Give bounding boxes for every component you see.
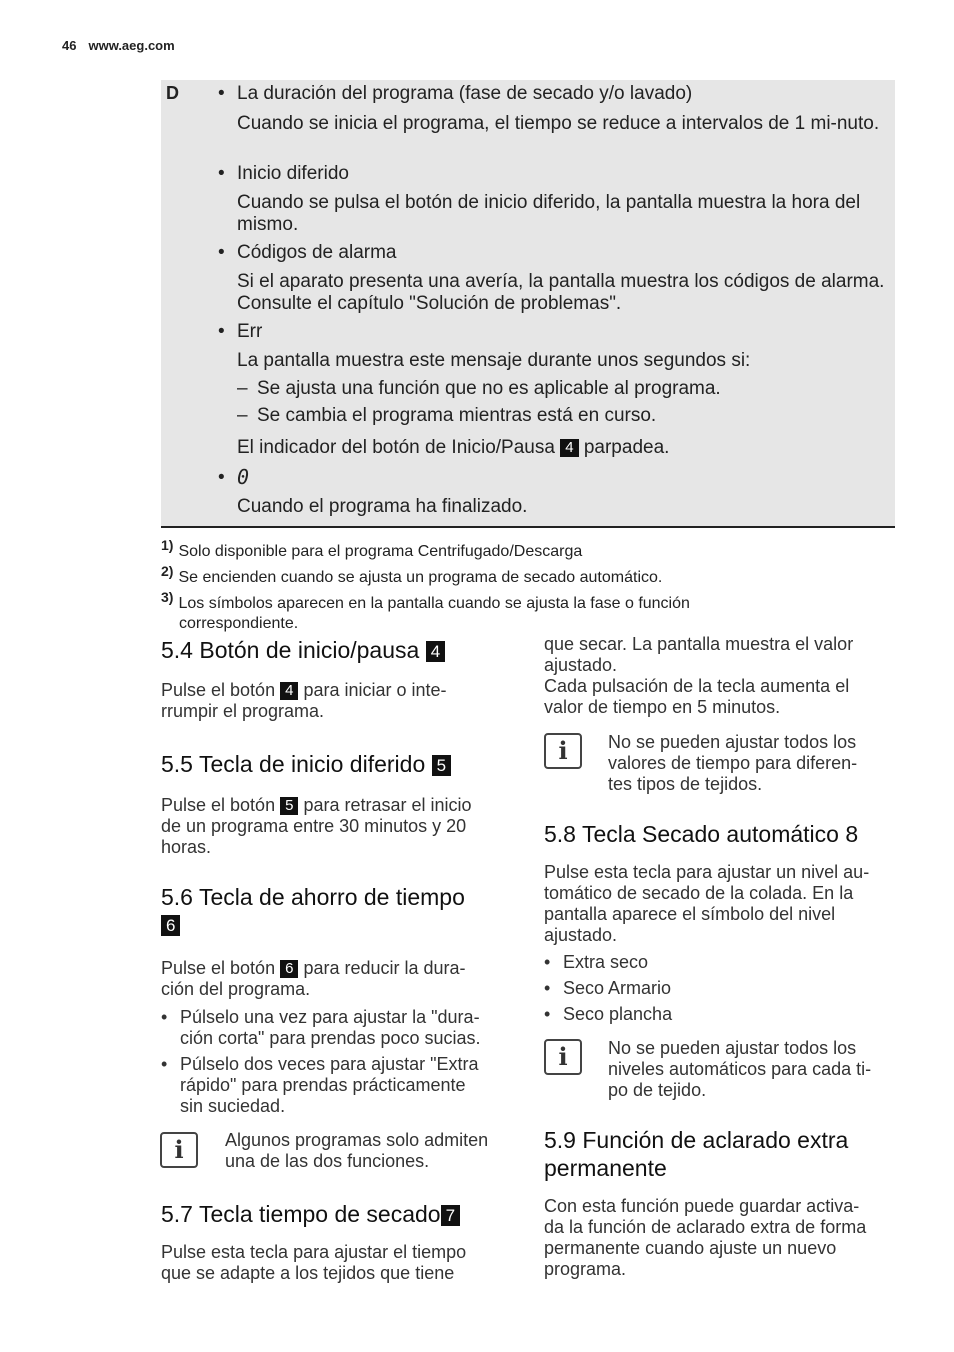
item-delay-desc: Cuando se pulsa el botón de inicio diferido, la pantalla muestra la hora del mismo. [237,192,861,235]
dash-icon: – [237,378,248,399]
button-number-badge: 4 [280,682,298,700]
button-number-badge: 4 [426,641,445,662]
dash-item: – Se cambia el programa mientras está en curso. [237,405,657,426]
page-number: 46 [62,38,77,53]
info-note: No se pueden ajustar todos los niveles automáticos para cada ti- po de tejido. [608,1038,872,1100]
section-5-8-text: Pulse esta tecla para ajustar un nivel au- tomático de secado de la colada. En la pantalla aparece el símbolo del nivel ajustado. [544,862,870,945]
section-5-9-text: Con esta función puede guardar activa- da la función de aclarado extra de forma permanente cuando ajuste un nuevo programa. [544,1196,867,1279]
page-header [62,38,175,53]
bullet-icon: • [218,83,225,104]
section-5-6-text: Pulse el botón 6 para reducir la dura- ción del programa. [161,958,466,999]
info-icon: i [160,1132,198,1168]
list-item: • Seco Armario [544,978,672,998]
button-number-badge: 7 [441,1205,460,1226]
table-key: D [166,83,179,103]
bullet-icon: • [161,1054,168,1074]
list-item: • Púlselo dos veces para ajustar "Extra rápido" para prendas prácticamente sin suciedad. [161,1054,479,1116]
item-alarm: Códigos de alarma [237,242,397,263]
list-item: • Púlselo una vez para ajustar la "dura- ción corta" para prendas poco sucias. [161,1007,481,1048]
bullet-icon: • [544,978,551,998]
section-5-4-title: 5.4 Botón de inicio/pausa 4 [161,636,445,664]
info-icon: i [544,733,582,769]
bullet-icon: • [544,1004,551,1024]
footnote: $^{2)}$ Se encienden cuando se ajusta un programa de secado automático. [161,563,663,586]
info-note: Algunos programas solo admiten una de las dos funciones. [225,1130,489,1171]
item-err-note: El indicador del botón de Inicio/Pausa 4 parpadea. [237,437,670,458]
bullet-icon: • [544,952,551,972]
button-number-badge: 6 [280,960,298,978]
item-duration-desc: Cuando se inicia el programa, el tiempo se reduce a intervalos de 1 mi-nuto. [237,113,880,134]
item-alarm-desc: Si el aparato presenta una avería, la pantalla muestra los códigos de alarma. Consulte el capítulo "Solución de problemas". [237,271,885,314]
section-5-6-title-badge [161,915,180,937]
section-5-5-title: 5.5 Tecla de inicio diferido 5 [161,750,451,778]
section-5-8-title: 5.8 Tecla Secado automático 8 [544,821,859,847]
dash-item: – Se ajusta una función que no es aplicable al programa. [237,378,721,399]
footnote: $^{1)}$ Solo disponible para el programa Centrifugado/Descarga [161,537,583,560]
list-item: • Extra seco [544,952,649,972]
bullet-icon: • [218,467,225,488]
footnote: $^{3)}$ Los símbolos aparecen en la pantalla cuando se ajusta la fase o función correspondiente. [161,589,690,632]
item-delay: Inicio diferido [237,163,349,184]
section-5-7-title: 5.7 Tecla tiempo de secado 7 [161,1200,460,1228]
dash-icon: – [237,405,248,426]
bullet-icon: • [218,242,225,263]
info-icon: i [544,1039,582,1075]
section-5-7-text: Pulse esta tecla para ajustar el tiempo que se adapte a los tejidos que tiene [161,1242,467,1283]
section-5-4-text: Pulse el botón 4 para iniciar o inte- rrumpir el programa. [161,680,447,721]
section-5-5-text: Pulse el botón 5 para retrasar el inicio de un programa entre 30 minutos y 20 horas. [161,795,472,857]
section-5-9-title: 5.9 Función de aclarado extra permanente [544,1127,849,1181]
list-item: • Seco plancha [544,1004,673,1024]
section-5-6-title: 5.6 Tecla de ahorro de tiempo [161,884,465,910]
button-number-badge: 5 [280,797,298,815]
section-5-7-text-cont: que secar. La pantalla muestra el valor ajustado. Cada pulsación de la tecla aumenta el valor de tiempo en 5 minutos. [544,634,854,717]
display-table [161,80,895,528]
bullet-icon: • [161,1007,168,1027]
button-number-badge: 6 [161,915,180,936]
info-note: No se pueden ajustar todos los valores de tiempo para diferen- tes tipos de tejidos. [608,732,858,794]
bullet-icon: • [218,163,225,184]
button-number-badge: 4 [560,439,578,457]
bullet-icon: • [218,321,225,342]
item-err: Err [237,321,263,342]
button-number-badge: 5 [432,755,451,776]
item-zero-desc: Cuando el programa ha finalizado. [237,496,528,517]
site-url[interactable]: www.aeg.com [88,38,175,53]
zero-display-symbol: 0 [237,465,250,489]
item-err-desc: La pantalla muestra este mensaje durante unos segundos si: [237,350,751,371]
item-duration: La duración del programa (fase de secado y/o lavado) [237,83,693,104]
